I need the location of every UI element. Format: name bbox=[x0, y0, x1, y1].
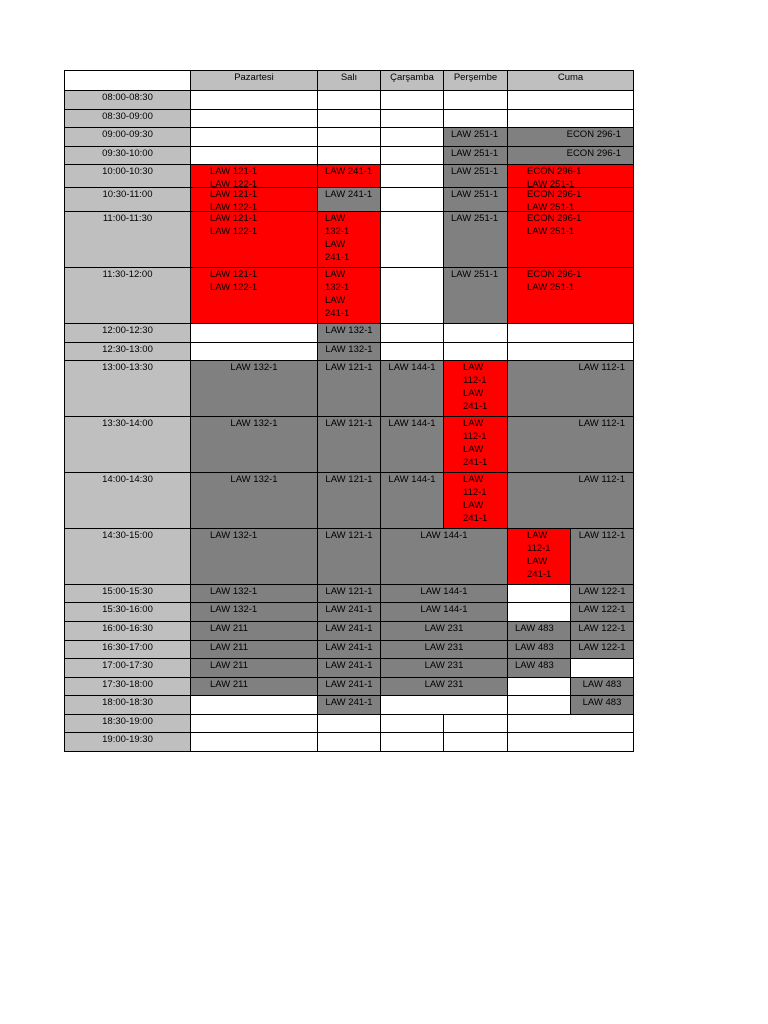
course-cell bbox=[443, 127, 508, 147]
course-cell bbox=[190, 360, 318, 417]
time-slot-label bbox=[64, 323, 191, 343]
time-slot-label-text: 11:30-12:00 bbox=[102, 269, 153, 280]
conflict-course-cell-text: ECON 296-1 LAW 251-1 bbox=[527, 189, 582, 212]
course-cell bbox=[317, 621, 381, 641]
course-cell bbox=[380, 621, 508, 641]
course-cell bbox=[317, 602, 381, 622]
course-cell bbox=[190, 528, 318, 585]
empty-slot bbox=[507, 90, 634, 110]
time-slot-label-text: 08:00-08:30 bbox=[102, 92, 153, 103]
course-cell-text: LAW 231 bbox=[424, 679, 464, 690]
time-slot-label-text: 09:00-09:30 bbox=[102, 129, 153, 140]
time-slot-label bbox=[64, 732, 191, 752]
conflict-course-cell-text: LAW 121-1 LAW 122-1 bbox=[210, 189, 258, 212]
conflict-course-cell bbox=[507, 267, 634, 324]
course-cell-text: LAW 211 bbox=[210, 679, 249, 690]
time-slot-label bbox=[64, 267, 191, 324]
course-cell bbox=[443, 211, 508, 268]
course-cell-text: LAW 241-1 bbox=[325, 642, 373, 653]
empty-slot bbox=[190, 695, 318, 715]
course-cell-text: LAW 251-1 bbox=[451, 269, 499, 280]
course-cell bbox=[570, 602, 634, 622]
course-cell-text: LAW 112-1 bbox=[578, 418, 625, 429]
course-cell bbox=[317, 472, 381, 529]
course-cell-text: LAW 132-1 bbox=[230, 362, 278, 373]
time-slot-label bbox=[64, 621, 191, 641]
empty-slot bbox=[443, 90, 508, 110]
time-slot-label bbox=[64, 127, 191, 147]
time-slot-label bbox=[64, 146, 191, 165]
course-cell-text: LAW 122-1 bbox=[578, 604, 626, 615]
conflict-course-cell-text: LAW 241-1 bbox=[325, 166, 373, 177]
empty-slot bbox=[380, 323, 444, 343]
empty-slot bbox=[507, 323, 634, 343]
course-cell bbox=[507, 360, 634, 417]
course-cell bbox=[443, 187, 508, 212]
empty-slot bbox=[507, 109, 634, 128]
course-cell-text: LAW 132-1 bbox=[325, 344, 373, 355]
course-cell-text: LAW 483 bbox=[582, 679, 622, 690]
course-cell-text: LAW 144-1 bbox=[388, 474, 436, 485]
course-cell-text: LAW 121-1 bbox=[325, 362, 373, 373]
course-cell-text: LAW 122-1 bbox=[578, 586, 626, 597]
course-cell-text: LAW 121-1 bbox=[325, 530, 373, 541]
course-cell-text: LAW 251-1 bbox=[451, 148, 499, 159]
course-cell-text: ECON 296-1 bbox=[566, 148, 621, 159]
course-cell-text: LAW 132-1 bbox=[230, 474, 278, 485]
conflict-course-cell bbox=[443, 472, 508, 529]
empty-slot bbox=[507, 602, 571, 622]
time-slot-label-text: 15:00-15:30 bbox=[102, 586, 153, 597]
empty-slot bbox=[380, 187, 444, 212]
day-header-car bbox=[380, 70, 444, 91]
course-cell bbox=[317, 528, 381, 585]
day-header-cuma bbox=[507, 70, 634, 91]
time-slot-label bbox=[64, 714, 191, 733]
empty-slot bbox=[190, 323, 318, 343]
course-cell-text: LAW 144-1 bbox=[420, 530, 468, 541]
time-slot-label bbox=[64, 602, 191, 622]
empty-slot bbox=[380, 732, 444, 752]
header-corner bbox=[64, 70, 191, 91]
conflict-course-cell bbox=[507, 528, 571, 585]
conflict-course-cell bbox=[317, 164, 381, 188]
course-cell bbox=[507, 416, 634, 473]
course-cell bbox=[380, 360, 444, 417]
empty-slot bbox=[443, 732, 508, 752]
time-slot-label-text: 10:00-10:30 bbox=[102, 166, 153, 177]
empty-slot bbox=[190, 732, 318, 752]
conflict-course-cell-text: LAW 121-1 LAW 122-1 bbox=[210, 213, 258, 237]
course-cell bbox=[507, 621, 571, 641]
time-slot-label-text: 12:30-13:00 bbox=[102, 344, 153, 355]
course-cell-text: LAW 241-1 bbox=[325, 697, 373, 708]
course-cell bbox=[190, 677, 318, 696]
empty-slot bbox=[317, 714, 381, 733]
conflict-course-cell bbox=[190, 187, 318, 212]
course-cell-text: LAW 132-1 bbox=[230, 418, 278, 429]
conflict-course-cell-text: LAW 132-1 LAW 241-1 bbox=[325, 269, 350, 319]
time-slot-label bbox=[64, 695, 191, 715]
time-slot-label-text: 17:30-18:00 bbox=[102, 679, 153, 690]
course-cell-text: LAW 483 bbox=[515, 660, 554, 671]
conflict-course-cell-text: ECON 296-1 LAW 251-1 bbox=[527, 213, 582, 237]
course-cell bbox=[317, 695, 381, 715]
conflict-course-cell bbox=[190, 211, 318, 268]
conflict-course-cell-text: ECON 296-1 LAW 251-1 bbox=[527, 166, 582, 188]
day-header-sal-text: Salı bbox=[340, 72, 358, 83]
course-cell-text: LAW 211 bbox=[210, 623, 249, 634]
time-slot-label-text: 12:00-12:30 bbox=[102, 325, 153, 336]
course-cell-text: LAW 231 bbox=[424, 642, 464, 653]
time-slot-label-text: 16:30-17:00 bbox=[102, 642, 153, 653]
time-slot-label bbox=[64, 211, 191, 268]
course-cell-text: LAW 144-1 bbox=[388, 362, 436, 373]
time-slot-label-text: 17:00-17:30 bbox=[102, 660, 153, 671]
course-cell-text: LAW 241-1 bbox=[325, 660, 373, 671]
course-cell bbox=[190, 472, 318, 529]
empty-slot bbox=[507, 677, 571, 696]
conflict-course-cell bbox=[190, 267, 318, 324]
empty-slot bbox=[380, 109, 444, 128]
course-cell bbox=[570, 621, 634, 641]
course-cell-text: ECON 296-1 bbox=[566, 129, 621, 140]
course-cell-text: LAW 122-1 bbox=[578, 623, 626, 634]
empty-slot bbox=[507, 342, 634, 361]
course-cell bbox=[317, 187, 381, 212]
time-slot-label bbox=[64, 342, 191, 361]
empty-slot bbox=[317, 127, 381, 147]
course-cell bbox=[570, 584, 634, 603]
course-cell bbox=[190, 602, 318, 622]
time-slot-label bbox=[64, 360, 191, 417]
empty-slot bbox=[507, 732, 634, 752]
course-cell bbox=[380, 602, 508, 622]
course-cell-text: LAW 241-1 bbox=[325, 623, 373, 634]
course-cell-text: LAW 132-1 bbox=[210, 604, 258, 615]
time-slot-label bbox=[64, 164, 191, 188]
conflict-course-cell bbox=[443, 360, 508, 417]
empty-slot bbox=[190, 127, 318, 147]
course-cell bbox=[507, 640, 571, 659]
course-cell bbox=[507, 658, 571, 678]
empty-slot bbox=[380, 695, 508, 715]
empty-slot bbox=[380, 164, 444, 188]
time-slot-label-text: 15:30-16:00 bbox=[102, 604, 153, 615]
conflict-course-cell-text: LAW 112-1 LAW 241-1 bbox=[463, 418, 488, 468]
course-cell bbox=[507, 146, 634, 165]
empty-slot bbox=[317, 109, 381, 128]
course-cell-text: LAW 211 bbox=[210, 642, 249, 653]
course-cell bbox=[317, 640, 381, 659]
day-header-pzt-text: Pazartesi bbox=[234, 72, 274, 83]
empty-slot bbox=[443, 109, 508, 128]
course-cell bbox=[380, 584, 508, 603]
course-cell-text: LAW 132-1 bbox=[325, 325, 373, 336]
empty-slot bbox=[507, 695, 571, 715]
time-slot-label bbox=[64, 472, 191, 529]
empty-slot bbox=[380, 146, 444, 165]
course-cell bbox=[317, 677, 381, 696]
course-cell bbox=[380, 640, 508, 659]
day-header-cuma-text: Cuma bbox=[557, 72, 584, 83]
course-cell bbox=[443, 164, 508, 188]
empty-slot bbox=[380, 267, 444, 324]
conflict-course-cell bbox=[507, 164, 634, 188]
course-cell-text: LAW 483 bbox=[582, 697, 622, 708]
course-cell-text: LAW 112-1 bbox=[578, 474, 625, 485]
course-cell-text: LAW 121-1 bbox=[325, 586, 373, 597]
course-cell-text: LAW 144-1 bbox=[388, 418, 436, 429]
course-cell-text: LAW 112-1 bbox=[578, 530, 626, 541]
course-cell-text: LAW 211 bbox=[210, 660, 249, 671]
empty-slot bbox=[443, 342, 508, 361]
course-cell bbox=[190, 640, 318, 659]
course-cell bbox=[317, 658, 381, 678]
conflict-course-cell bbox=[190, 164, 318, 188]
time-slot-label-text: 14:30-15:00 bbox=[102, 530, 153, 541]
course-cell-text: LAW 144-1 bbox=[420, 604, 468, 615]
course-cell bbox=[570, 677, 634, 696]
empty-slot bbox=[190, 714, 318, 733]
time-slot-label-text: 14:00-14:30 bbox=[102, 474, 153, 485]
time-slot-label-text: 08:30-09:00 bbox=[102, 111, 153, 122]
course-cell-text: LAW 483 bbox=[515, 623, 554, 634]
empty-slot bbox=[190, 90, 318, 110]
time-slot-label bbox=[64, 528, 191, 585]
course-cell-text: LAW 251-1 bbox=[451, 189, 499, 200]
conflict-course-cell bbox=[507, 187, 634, 212]
day-header-sal bbox=[317, 70, 381, 91]
time-slot-label bbox=[64, 416, 191, 473]
course-cell bbox=[317, 342, 381, 361]
course-cell bbox=[317, 584, 381, 603]
time-slot-label bbox=[64, 584, 191, 603]
empty-slot bbox=[317, 90, 381, 110]
empty-slot bbox=[507, 714, 634, 733]
course-cell bbox=[507, 127, 634, 147]
time-slot-label-text: 18:30-19:00 bbox=[102, 716, 153, 727]
time-slot-label bbox=[64, 640, 191, 659]
empty-slot bbox=[190, 109, 318, 128]
course-cell bbox=[380, 677, 508, 696]
course-cell-text: LAW 132-1 bbox=[210, 530, 258, 541]
course-cell-text: LAW 231 bbox=[424, 623, 464, 634]
time-slot-label-text: 11:00-11:30 bbox=[102, 213, 153, 224]
time-slot-label-text: 10:30-11:00 bbox=[102, 189, 153, 200]
course-cell bbox=[317, 416, 381, 473]
course-cell bbox=[570, 528, 634, 585]
empty-slot bbox=[380, 127, 444, 147]
empty-slot bbox=[380, 714, 444, 733]
time-slot-label bbox=[64, 187, 191, 212]
course-cell bbox=[443, 267, 508, 324]
conflict-course-cell-text: LAW 132-1 LAW 241-1 bbox=[325, 213, 350, 263]
course-cell-text: LAW 112-1 bbox=[578, 362, 625, 373]
course-cell bbox=[380, 416, 444, 473]
empty-slot bbox=[570, 658, 634, 678]
course-cell-text: LAW 241-1 bbox=[325, 189, 373, 200]
time-slot-label bbox=[64, 90, 191, 110]
day-header-car-text: Çarşamba bbox=[390, 72, 434, 83]
course-cell-text: LAW 251-1 bbox=[451, 166, 499, 177]
conflict-course-cell bbox=[317, 211, 381, 268]
course-cell-text: LAW 121-1 bbox=[325, 418, 373, 429]
conflict-course-cell bbox=[443, 416, 508, 473]
time-slot-label bbox=[64, 677, 191, 696]
course-cell bbox=[443, 146, 508, 165]
conflict-course-cell-text: LAW 112-1 LAW 241-1 bbox=[527, 530, 552, 580]
time-slot-label-text: 13:00-13:30 bbox=[102, 362, 153, 373]
conflict-course-cell-text: LAW 121-1 LAW 122-1 bbox=[210, 166, 258, 188]
course-cell bbox=[190, 621, 318, 641]
empty-slot bbox=[443, 714, 508, 733]
empty-slot bbox=[190, 146, 318, 165]
conflict-course-cell-text: LAW 121-1 LAW 122-1 bbox=[210, 269, 258, 293]
time-slot-label bbox=[64, 109, 191, 128]
time-slot-label-text: 16:00-16:30 bbox=[102, 623, 153, 634]
course-cell-text: LAW 483 bbox=[515, 642, 554, 653]
course-cell bbox=[380, 658, 508, 678]
course-cell-text: LAW 122-1 bbox=[578, 642, 626, 653]
course-cell bbox=[190, 658, 318, 678]
time-slot-label-text: 18:00-18:30 bbox=[102, 697, 153, 708]
course-cell-text: LAW 231 bbox=[424, 660, 464, 671]
course-cell bbox=[570, 640, 634, 659]
course-cell bbox=[190, 416, 318, 473]
course-cell-text: LAW 241-1 bbox=[325, 679, 373, 690]
course-cell bbox=[317, 360, 381, 417]
conflict-course-cell bbox=[507, 211, 634, 268]
course-cell-text: LAW 241-1 bbox=[325, 604, 373, 615]
empty-slot bbox=[190, 342, 318, 361]
empty-slot bbox=[317, 732, 381, 752]
course-cell-text: LAW 132-1 bbox=[210, 586, 258, 597]
conflict-course-cell-text: ECON 296-1 LAW 251-1 bbox=[527, 269, 582, 293]
course-cell-text: LAW 121-1 bbox=[325, 474, 373, 485]
day-header-per bbox=[443, 70, 508, 91]
time-slot-label-text: 19:00-19:30 bbox=[102, 734, 153, 745]
course-cell bbox=[190, 584, 318, 603]
time-slot-label-text: 13:30-14:00 bbox=[102, 418, 153, 429]
empty-slot bbox=[317, 146, 381, 165]
day-header-pzt bbox=[190, 70, 318, 91]
time-slot-label-text: 09:30-10:00 bbox=[102, 148, 153, 159]
empty-slot bbox=[443, 323, 508, 343]
course-cell bbox=[380, 472, 444, 529]
empty-slot bbox=[380, 342, 444, 361]
empty-slot bbox=[507, 584, 571, 603]
conflict-course-cell-text: LAW 112-1 LAW 241-1 bbox=[463, 362, 488, 412]
course-cell-text: LAW 251-1 bbox=[451, 129, 499, 140]
course-cell bbox=[570, 695, 634, 715]
course-cell bbox=[507, 472, 634, 529]
conflict-course-cell-text: LAW 112-1 LAW 241-1 bbox=[463, 474, 488, 524]
conflict-course-cell bbox=[317, 267, 381, 324]
empty-slot bbox=[380, 90, 444, 110]
course-cell bbox=[380, 528, 508, 585]
course-cell-text: LAW 251-1 bbox=[451, 213, 499, 224]
day-header-per-text: Perşembe bbox=[453, 72, 498, 83]
time-slot-label bbox=[64, 658, 191, 678]
empty-slot bbox=[380, 211, 444, 268]
course-cell bbox=[317, 323, 381, 343]
course-cell-text: LAW 144-1 bbox=[420, 586, 468, 597]
